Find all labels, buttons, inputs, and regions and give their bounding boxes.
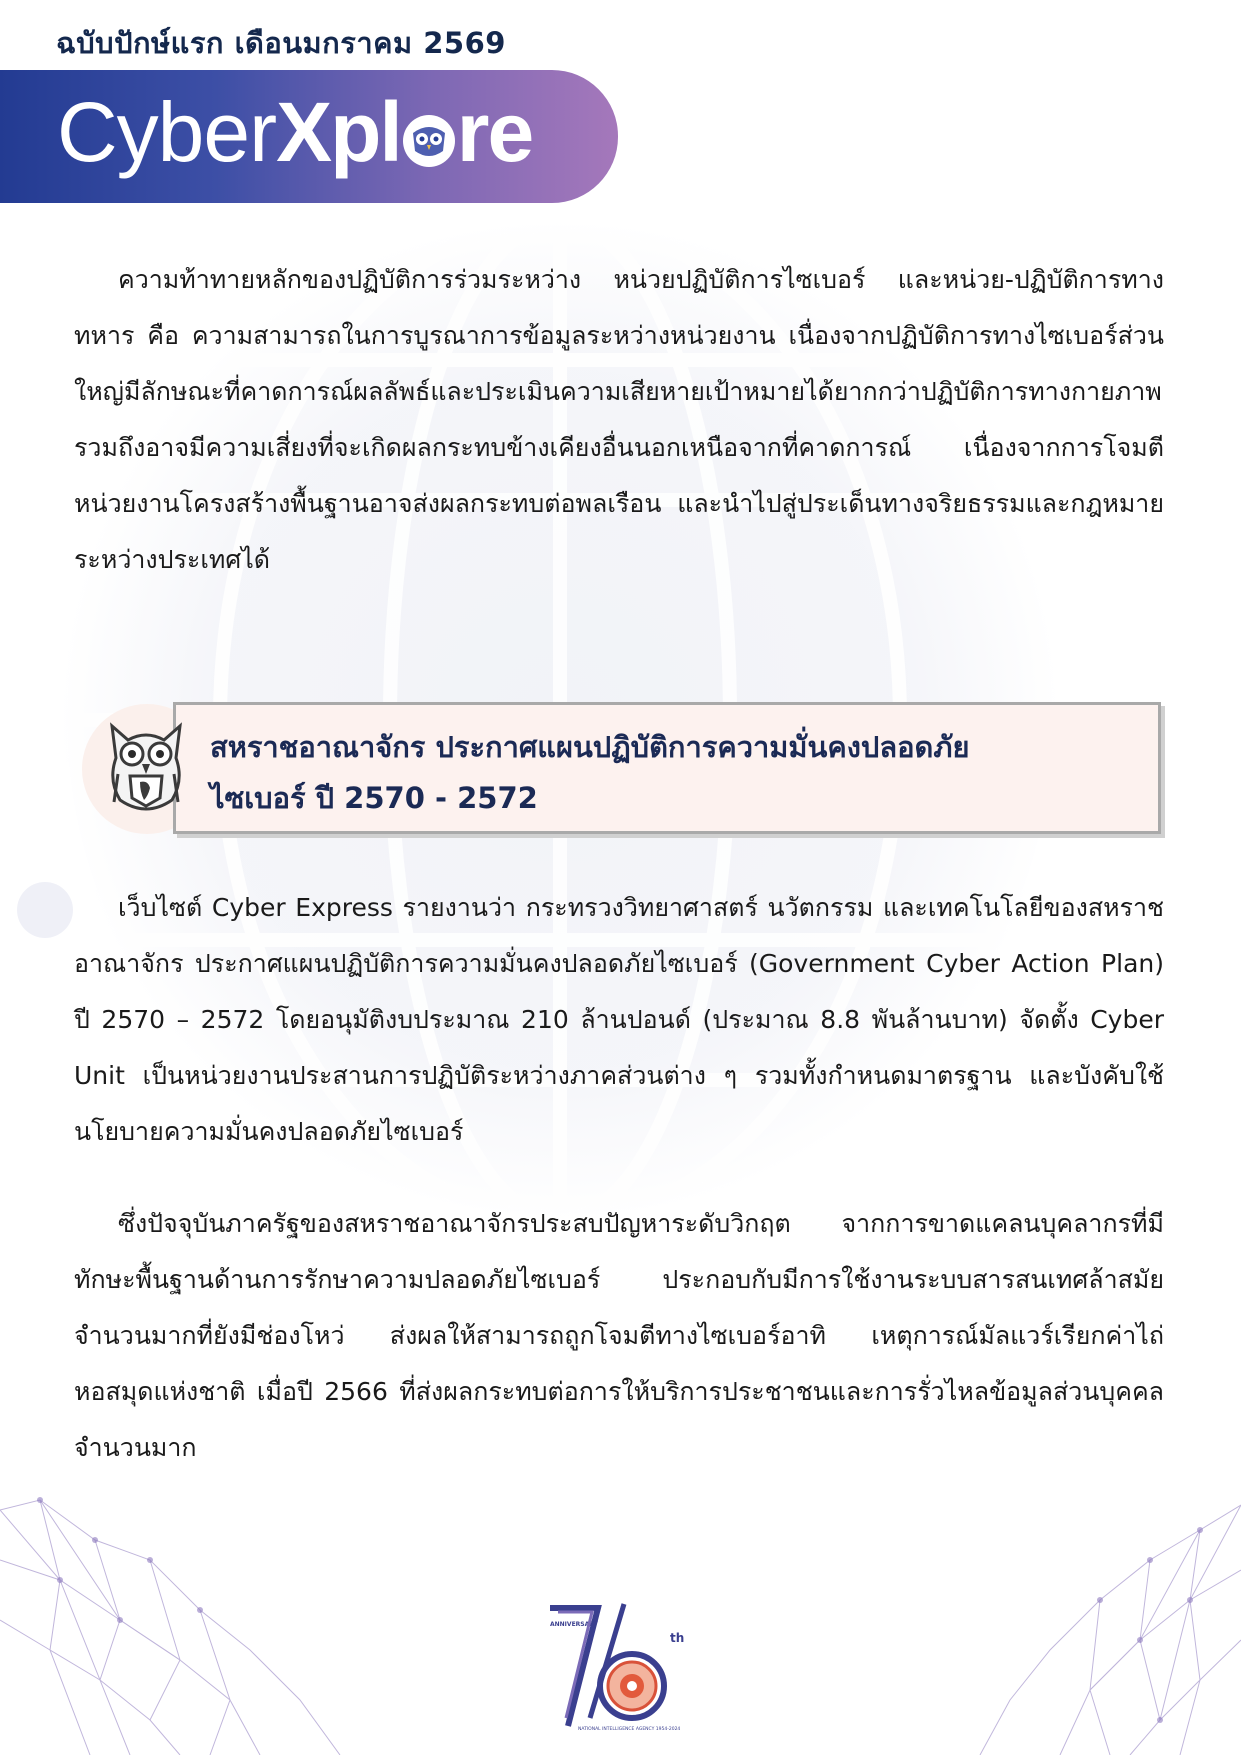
paragraph-3 [74, 1196, 1164, 1476]
anniversary-agency: NATIONAL INTELLIGENCE AGENCY 1954-2024 [578, 1727, 681, 1732]
brand-logo [57, 84, 532, 180]
owl-icon [403, 115, 455, 167]
section-heading-line-1: สหราชอาณาจักร ประกาศแผนปฏิบัติการความมั่นคงปลอดภัย [210, 730, 970, 764]
paragraph-1-text: ความท้าทายหลักของปฏิบัติการร่วมระหว่าง หน่วยปฏิบัติการไซเบอร์ และหน่วย-ปฏิบัติการทางทหาร คือ ความสามารถในการบูรณาการข้อมูลระหว่างหน่วยงาน เนื่องจากปฏิบัติการทางไซเบอร์ส่วนใหญ่มีลักษณะที่คาดการณ์ผลลัพธ์และประเมินความเสียหายเป้าหมายได้ยากกว่าปฏิบัติการทางกายภาพ รวมถึงอาจมีความเสี่ยงที่จะเกิดผลกระทบข้างเคียงอื่นนอกเหนือจากที่คาดการณ์ เนื่องจากการโจมตีหน่วยงานโครงสร้างพื้นฐานอาจส่งผลกระทบต่อพลเรือน และนำไปสู่ประเด็นทางจริยธรรมและกฎหมายระหว่างประเทศได้ [74, 265, 1164, 574]
paragraph-3-text: ซึ่งปัจจุบันภาครัฐของสหราชอาณาจักรประสบปัญหาระดับวิกฤต จากการขาดแคลนบุคลากรที่มีทักษะพื้นฐานด้านการรักษาความปลอดภัยไซเบอร์ ประกอบกับมีการใช้งานระบบสารสนเทศล้าสมัยจำนวนมากที่ยังมีช่องโหว่ ส่งผลให้สามารถถูกโจมตีทางไซเบอร์อาทิ เหตุการณ์มัลแวร์เรียกค่าไถ่หอสมุดแห่งชาติ เมื่อปี 2566 ที่ส่งผลกระทบต่อการให้บริการประชาชนและการรั่วไหลข้อมูลส่วนบุคคลจำนวนมาก [74, 1209, 1164, 1462]
anniversary-label: ANNIVERSARY [550, 1621, 598, 1628]
70th-anniversary-logo [546, 1598, 696, 1733]
section-heading [210, 722, 1140, 824]
brand-word-cyber: Cyber [57, 85, 277, 179]
paragraph-1 [74, 252, 1164, 588]
paragraph-2 [74, 880, 1164, 1160]
section-heading-line-2: ไซเบอร์ ปี 2570 - 2572 [210, 781, 538, 815]
paragraph-2-text: เว็บไซต์ Cyber Express รายงานว่า กระทรวงวิทยาศาสตร์ นวัตกรรม และเทคโนโลยีของสหราชอาณาจักร ประกาศแผนปฏิบัติการความมั่นคงปลอดภัยไซเบอร์ (Government Cyber Action Plan) ปี 2570 – 2572 โดยอนุมัติงบประมาณ 210 ล้านปอนด์ (ประมาณ 8.8 พันล้านบาท) จัดตั้ง Cyber Unit เป็นหน่วยงานประสานการปฏิบัติระหว่างภาคส่วนต่าง ๆ รวมทั้งกำหนดมาตรฐาน และบังคับใช้นโยบายความมั่นคงปลอดภัยไซเบอร์ [74, 893, 1164, 1146]
anniversary-th: th [670, 1631, 685, 1645]
owl-emblem-icon [106, 718, 186, 818]
issue-date: ฉบับปักษ์แรก เดือนมกราคม 2569 [56, 26, 506, 60]
brand-word-xpl: Xpl [276, 85, 401, 179]
brand-word-re: re [456, 85, 533, 179]
